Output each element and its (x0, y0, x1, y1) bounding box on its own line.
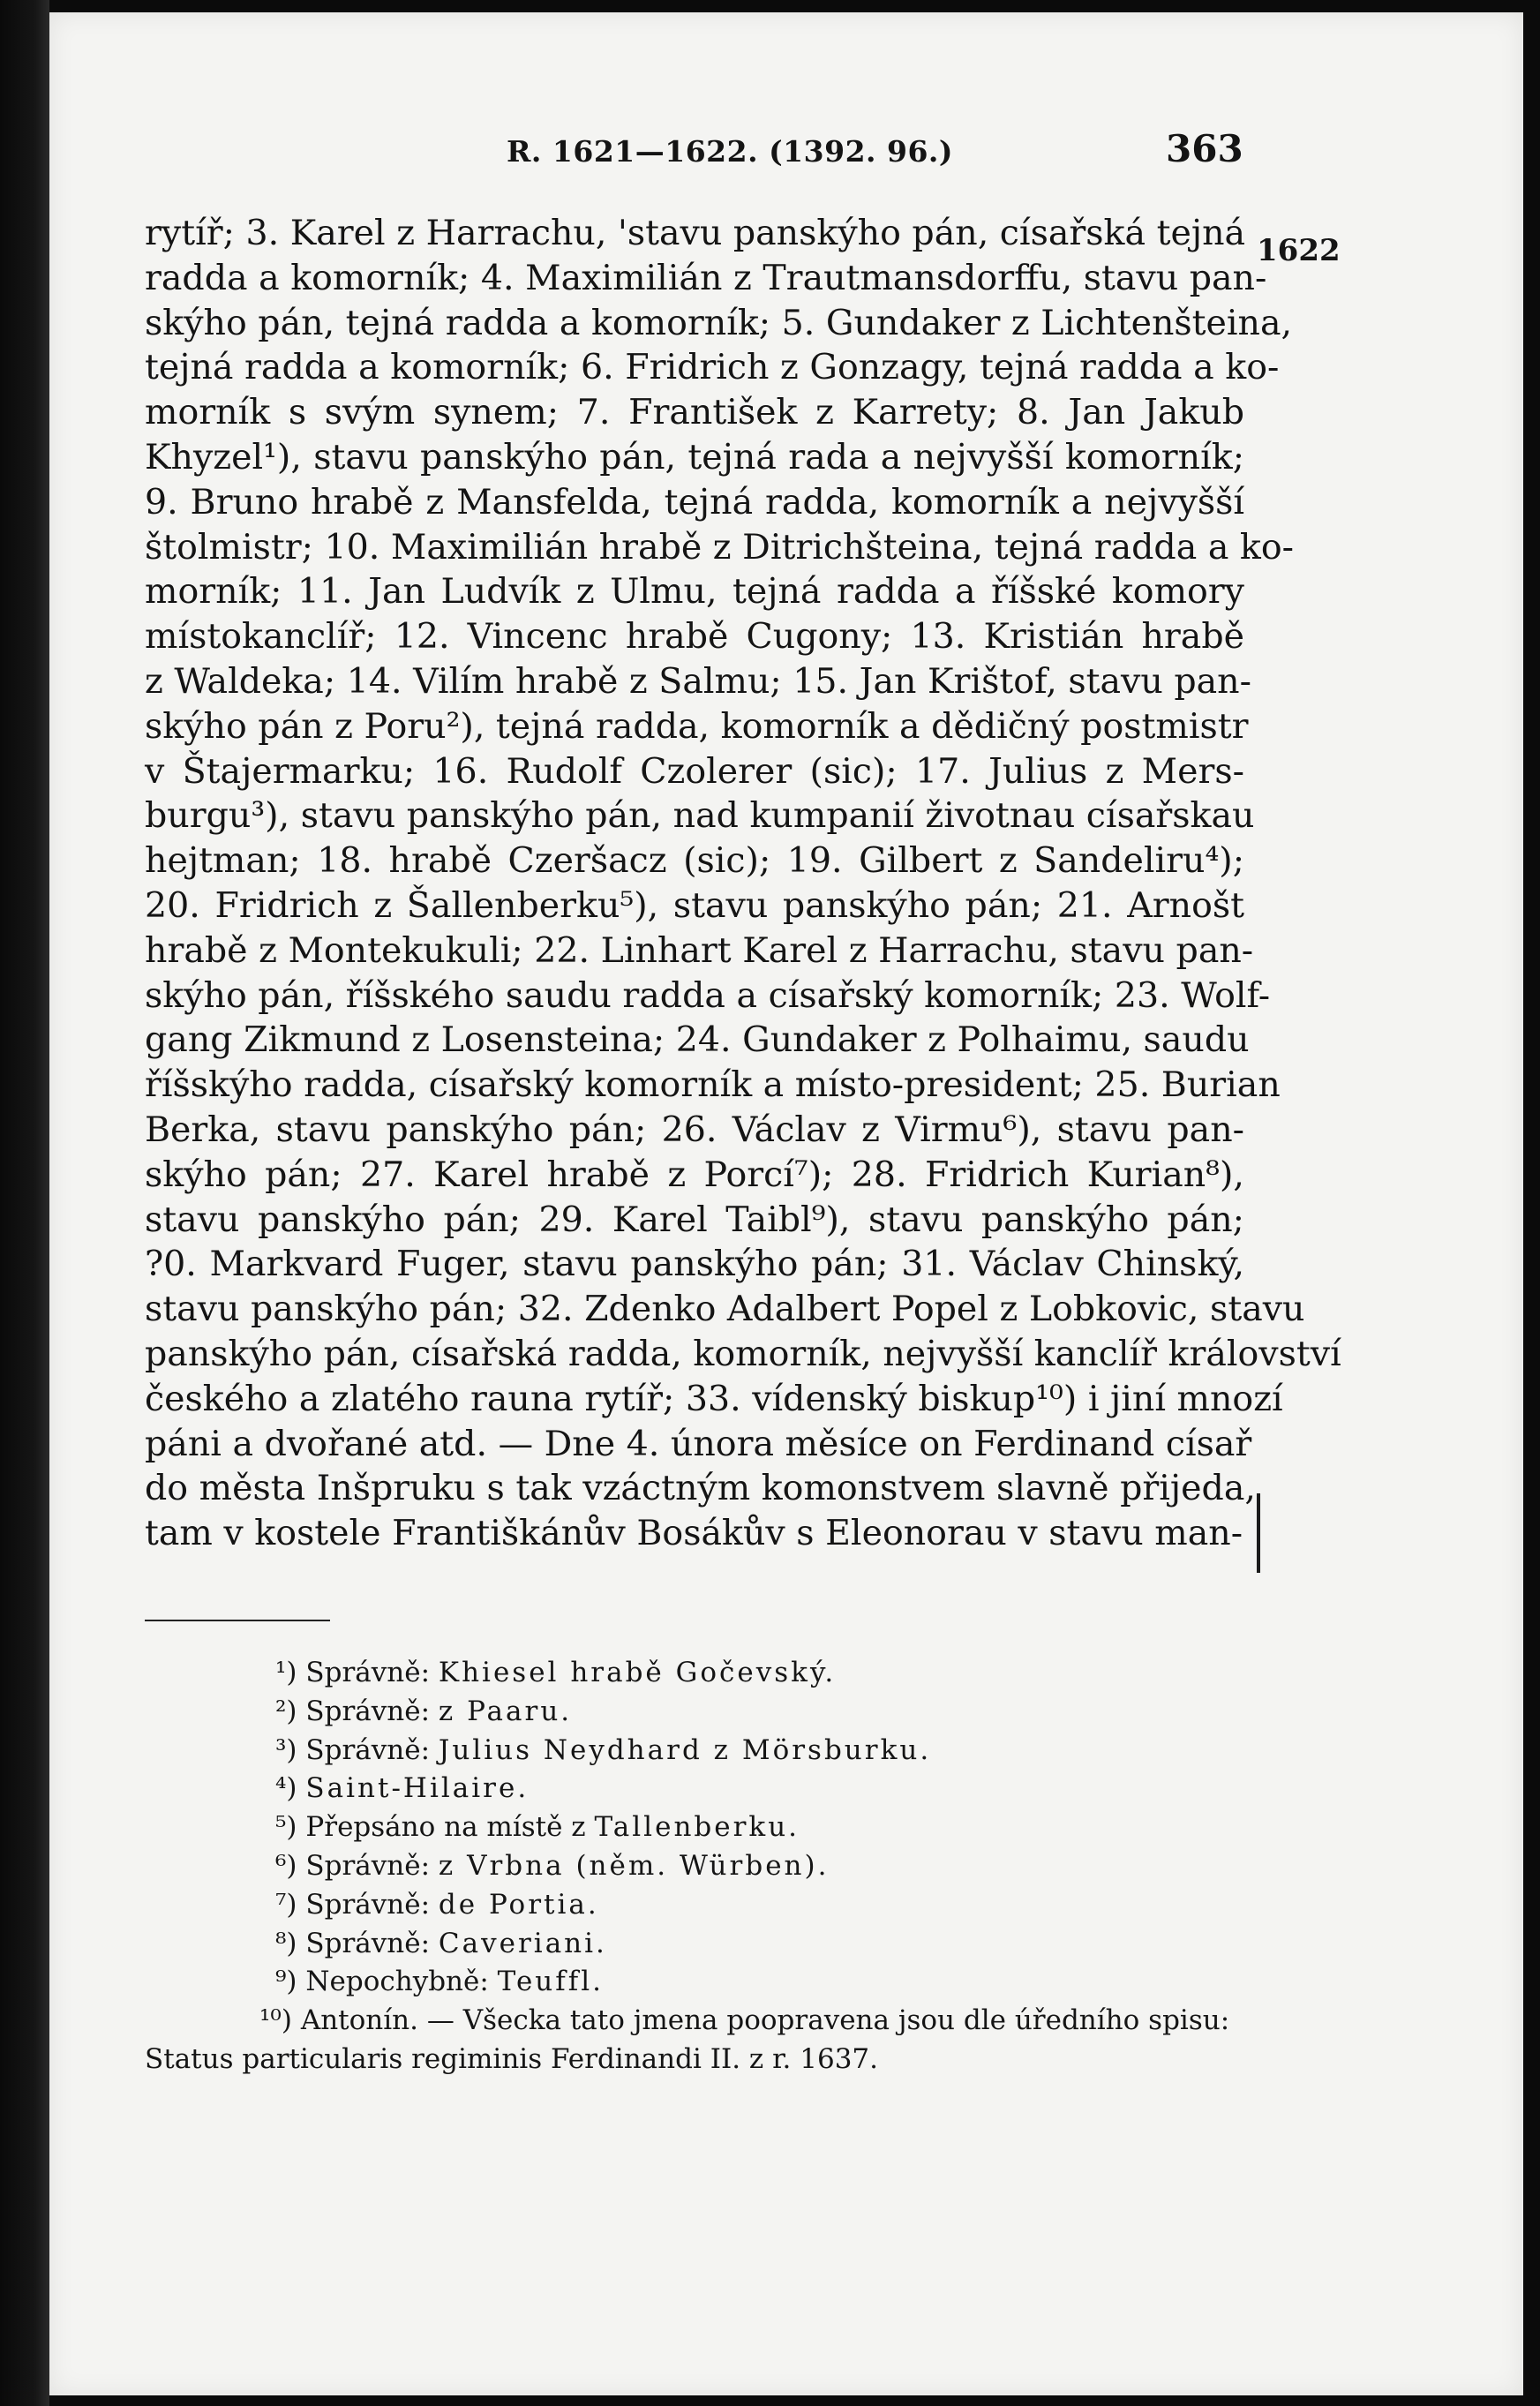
footnote-text: Teuffl. (497, 1966, 604, 1998)
footnote-lead: Správně: (305, 1733, 431, 1766)
footnote-mark: ²) (275, 1695, 297, 1727)
text-line: páni a dvořané atd. — Dne 4. února měsíce on Ferdinand císař (145, 1423, 1252, 1464)
footnote-mark: ⁴) (275, 1772, 297, 1805)
footnote (145, 1770, 1292, 1808)
footnote-mark: ⁵) (275, 1811, 297, 1844)
margin-year-note: 1622 (1257, 233, 1341, 268)
footnote-mark: ¹⁰) (259, 2004, 292, 2037)
footnote-lead: Správně: (305, 1657, 431, 1688)
running-head: R. 1621—1622. (1392. 96.) (507, 134, 954, 169)
text-line: v Štajermarku; 16. Rudolf Czolerer (sic); 17. Julius z Mers- (145, 750, 1244, 792)
text-line: místokanclíř; 12. Vincenc hrabě Cugony; 13. Kristián hrabě (145, 616, 1244, 658)
text-line: skýho pán, tejná radda a komorník; 5. Gundaker z Lichtenšteina, (145, 302, 1293, 343)
footnote (145, 1693, 1292, 1732)
text-line: českého a zlatého rauna rytíř; 33. vídenský biskup¹⁰) i jiní mnozí (145, 1378, 1283, 1419)
footnote (145, 1886, 1292, 1925)
footnote-text: Tallenberku. (594, 1811, 800, 1844)
text-line: štolmistr; 10. Maximilián hrabě z Ditrichšteina, tejná radda a ko- (145, 526, 1294, 568)
text-line: z Waldeka; 14. Vilím hrabě z Salmu; 15. Jan Krištof, stavu pan- (145, 660, 1251, 702)
text-line: morník; 11. Jan Ludvík z Ulmu, tejná radda a říšské komory (145, 571, 1244, 613)
footnote-text: Khiesel hrabě Gočevský. (438, 1657, 837, 1688)
footnote-lead: Správně: (305, 1888, 431, 1921)
text-line: panskýho pán, císařská radda, komorník, nejvyšší kanclíř království (145, 1333, 1341, 1374)
footnote-text: Saint-Hilaire. (305, 1772, 530, 1805)
book-page (49, 12, 1523, 2395)
footnote-lead: Přepsáno na místě z (305, 1811, 586, 1844)
text-line: skýho pán, říšského saudu radda a císařský komorník; 23. Wolf- (145, 974, 1271, 1016)
footnote (145, 1732, 1292, 1771)
footnote (145, 1925, 1292, 1964)
page-number: 363 (1166, 127, 1243, 170)
footnote-mark: ⁶) (275, 1849, 297, 1882)
footnote-mark: ³) (275, 1733, 297, 1766)
footnote-lead: Nepochybně: (305, 1966, 489, 1998)
text-line: morník s svým synem; 7. František z Karrety; 8. Jan Jakub (145, 392, 1244, 433)
text-line: rytíř; 3. Karel z Harrachu, 'stavu panskýho pán, císařská tejná (145, 213, 1246, 253)
text-line: říšskýho radda, císařský komorník a místo-president; 25. Burian (145, 1064, 1281, 1106)
footnote-lead: Správně: (305, 1927, 431, 1959)
footnote-text: z Paaru. (438, 1695, 573, 1727)
footnote-text: spisu: Status particularis regiminis Ferdinandi II. z r. 1637. (145, 2004, 1230, 2075)
text-line: Khyzel¹), stavu panskýho pán, tejná rada a nejvyšší komorník; (145, 436, 1244, 477)
text-line: 9. Bruno hrabě z Mansfelda, tejná radda, komorník a nejvyšší (145, 481, 1244, 523)
footnote-mark: ⁷) (275, 1888, 297, 1921)
footnote-text: Caveriani. (438, 1927, 607, 1959)
text-line: burgu³), stavu panskýho pán, nad kumpanií životnau císařskau (145, 795, 1255, 837)
footnote (145, 1963, 1292, 2002)
footnote-10 (145, 2002, 1292, 2079)
footnote-lead: Správně: (305, 1695, 431, 1727)
footnotes (145, 1654, 1292, 2079)
text-line: Berka, stavu panskýho pán; 26. Václav z Virmu⁶), stavu pan- (145, 1109, 1244, 1150)
footnote-text: z Vrbna (něm. Würben). (438, 1849, 830, 1882)
footnote-text: de Portia. (438, 1888, 599, 1921)
footnote-mark: ¹) (275, 1657, 297, 1688)
text-line: stavu panskýho pán; 32. Zdenko Adalbert Popel z Lobkovic, stavu (145, 1289, 1305, 1330)
footnote (145, 1808, 1292, 1847)
footnote-lead: Antonín. — Všecka tato jmena poopravena jsou dle úředního (300, 2004, 1140, 2037)
footnote-mark: ⁹) (275, 1966, 297, 1998)
footnote-text: Julius Neydhard z Mörsburku. (438, 1733, 932, 1766)
footnote-mark: ⁸) (275, 1927, 297, 1959)
text-line: radda a komorník; 4. Maximilián z Trautmansdorffu, stavu pan- (145, 257, 1267, 298)
page-header (49, 125, 1523, 175)
text-line: 20. Fridrich z Šallenberku⁵), stavu panskýho pán; 21. Arnošt (145, 884, 1244, 926)
text-line: tejná radda a komorník; 6. Fridrich z Gonzagy, tejná radda a ko- (145, 347, 1280, 388)
text-line: skýho pán; 27. Karel hrabě z Porcí⁷); 28. Fridrich Kurian⁸), (145, 1154, 1244, 1195)
footnote (145, 1847, 1292, 1886)
text-line: tam v kostele Františkánův Bosákův s Eleonorau v stavu man- (145, 1513, 1243, 1554)
footnote-divider (145, 1620, 330, 1621)
scan-edge (0, 0, 49, 2406)
text-line: ?0. Markvard Fuger, stavu panskýho pán; 31. Václav Chinský, (145, 1244, 1244, 1285)
text-line: skýho pán z Poru²), tejná radda, komorník a dědičný postmistr (145, 705, 1249, 747)
footnote-lead: Správně: (305, 1849, 431, 1882)
text-line: hrabě z Montekukuli; 22. Linhart Karel z Harrachu, stavu pan- (145, 929, 1254, 971)
text-line: gang Zikmund z Losensteina; 24. Gundaker z Polhaimu, saudu (145, 1019, 1250, 1061)
footnote (145, 1654, 1292, 1693)
margin-rule (1257, 1493, 1260, 1573)
text-line: hejtman; 18. hrabě Czeršacz (sic); 19. Gilbert z Sandeliru⁴); (145, 840, 1244, 882)
text-line: do města Inšpruku s tak vzáctným komonstvem slavně přijeda, (145, 1468, 1256, 1509)
text-line: stavu panskýho pán; 29. Karel Taibl⁹), stavu panskýho pán; (145, 1199, 1244, 1240)
